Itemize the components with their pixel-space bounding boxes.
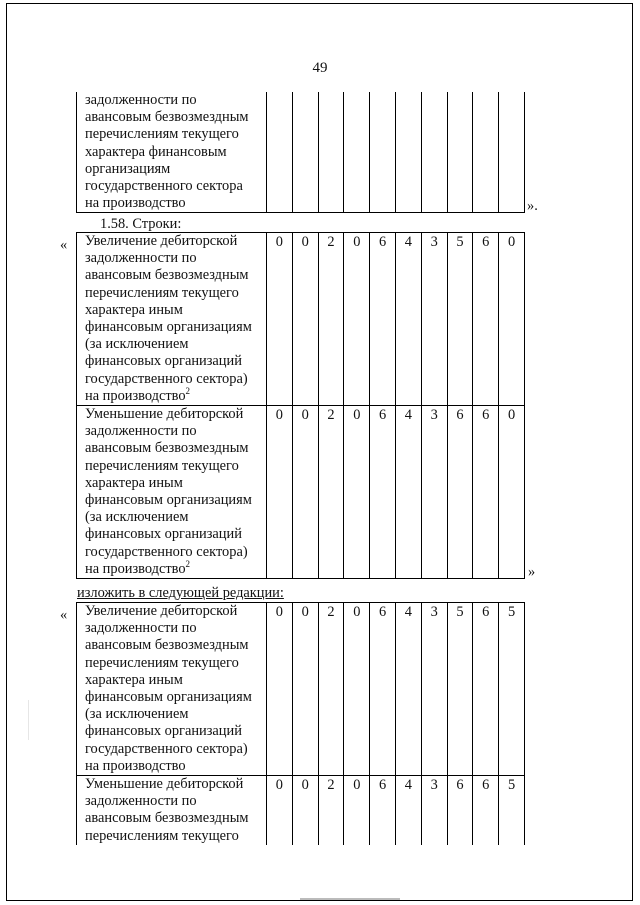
section-label: 1.58. Строки: [100, 216, 182, 232]
row-label-text: Уменьшение дебиторской [85, 776, 244, 793]
row-label-text: государственного сектора [85, 178, 243, 195]
row-label-text: финансовым организациям [85, 492, 252, 509]
code-digit-cell: 6 [473, 776, 499, 845]
row-label-text: на производство [85, 757, 186, 774]
row-label-line [85, 195, 264, 212]
code-digit-cell [370, 92, 396, 213]
footnote-mark: 2 [185, 385, 191, 396]
code-digit-cell: 2 [318, 406, 344, 579]
row-label-text: на производство [85, 387, 186, 404]
code-digit-cell: 4 [395, 233, 421, 406]
row-label-line [85, 458, 264, 475]
row-label-line [85, 319, 264, 336]
table-old-rows [76, 232, 525, 579]
table-row [77, 233, 525, 406]
row-label-line [85, 655, 264, 672]
code-digit-cell: 6 [473, 406, 499, 579]
row-label-line [85, 526, 264, 543]
table-row [77, 603, 525, 776]
opening-quote: « [60, 607, 68, 623]
code-digit-cell: 6 [473, 603, 499, 776]
row-label-line [85, 267, 264, 284]
row-label-line [85, 178, 264, 195]
row-label-line [85, 509, 264, 526]
row-label-text: перечислениям текущего [85, 126, 239, 143]
code-digit-cell: 0 [292, 603, 318, 776]
closing-quote: ». [527, 198, 538, 214]
row-label-line [85, 741, 264, 758]
code-digit-cell [292, 92, 318, 213]
row-label-text: перечислениям текущего [85, 654, 239, 671]
code-digit-cell: 3 [421, 406, 447, 579]
code-digit-cell: 6 [447, 776, 473, 845]
row-label-line [85, 161, 264, 178]
row-label-text: задолженности по [85, 250, 197, 267]
page-number: 49 [312, 60, 328, 76]
code-digit-cell: 2 [318, 603, 344, 776]
row-label-line [85, 793, 264, 810]
code-digit-cell: 4 [395, 603, 421, 776]
row-label-line [85, 385, 264, 405]
row-label-text: задолженности по [85, 620, 197, 637]
row-label-text: характера иным [85, 474, 183, 491]
row-label-line [85, 620, 264, 637]
code-digit-cell: 3 [421, 603, 447, 776]
row-label-text: (за исключением [85, 509, 189, 526]
code-digit-cell: 0 [267, 776, 293, 845]
code-digit-cell: 6 [370, 603, 396, 776]
code-digit-cell [344, 92, 370, 213]
code-digit-cell: 5 [447, 233, 473, 406]
table-body [77, 92, 525, 213]
row-label-text: авансовым безвозмездным [85, 440, 249, 457]
row-label-line [85, 758, 264, 775]
code-digit-cell: 0 [344, 406, 370, 579]
row-label-text: на производство [85, 195, 186, 212]
row-label-text: финансовых организаций [85, 723, 242, 740]
row-label [77, 406, 267, 579]
row-label-line [85, 810, 264, 827]
table-continuation [76, 92, 525, 213]
code-digit-cell: 0 [292, 233, 318, 406]
row-label [77, 92, 267, 213]
row-label-line [85, 558, 264, 578]
row-label-line [85, 92, 264, 109]
row-label-text: характера иным [85, 301, 183, 318]
row-label-text: авансовым безвозмездным [85, 810, 249, 827]
table-body [77, 233, 525, 579]
row-label-text: задолженности по [85, 92, 197, 108]
scan-artifact [28, 700, 29, 740]
row-label [77, 603, 267, 776]
row-label-line [85, 828, 264, 845]
code-digit-cell: 3 [421, 776, 447, 845]
code-digit-cell: 0 [499, 233, 525, 406]
code-digit-cell: 0 [292, 406, 318, 579]
code-digit-cell: 0 [267, 233, 293, 406]
row-label-line [85, 285, 264, 302]
code-digit-cell [499, 92, 525, 213]
code-digit-cell: 2 [318, 233, 344, 406]
row-label-text: государственного сектора) [85, 543, 248, 560]
footnote-mark: 2 [185, 558, 191, 569]
row-label [77, 233, 267, 406]
row-label-line [85, 723, 264, 740]
scan-artifact [300, 898, 400, 900]
row-label-line [85, 672, 264, 689]
code-digit-cell: 5 [499, 603, 525, 776]
row-label-text: задолженности по [85, 793, 197, 810]
row-label-text: финансовых организаций [85, 526, 242, 543]
row-label-text: авансовым безвозмездным [85, 637, 249, 654]
row-label-line [85, 126, 264, 143]
code-digit-cell [395, 92, 421, 213]
row-label-text: задолженности по [85, 423, 197, 440]
row-label-line [85, 250, 264, 267]
row-label-text: финансовым организациям [85, 689, 252, 706]
code-digit-cell: 6 [473, 233, 499, 406]
redaction-label: изложить в следующей редакции: [77, 585, 284, 601]
closing-quote: » [528, 564, 536, 580]
row-label-text: на производство [85, 560, 186, 577]
code-digit-cell: 3 [421, 233, 447, 406]
code-digit-cell: 0 [292, 776, 318, 845]
code-digit-cell: 0 [344, 603, 370, 776]
code-digit-cell: 2 [318, 776, 344, 845]
row-label-line [85, 776, 264, 793]
row-label-text: Уменьшение дебиторской [85, 406, 244, 423]
row-label-text: государственного сектора) [85, 740, 248, 757]
row-label-line [85, 637, 264, 654]
row-label-line [85, 144, 264, 161]
row-label-line [85, 109, 264, 126]
code-digit-cell: 6 [370, 233, 396, 406]
row-label-text: финансовым организациям [85, 319, 252, 336]
table-new-rows [76, 602, 525, 845]
row-label-text: перечислениям текущего [85, 457, 239, 474]
code-digit-cell: 5 [447, 603, 473, 776]
row-label-text: государственного сектора) [85, 370, 248, 387]
code-digit-cell: 0 [344, 776, 370, 845]
opening-quote: « [60, 237, 68, 253]
row-label-text: (за исключением [85, 336, 189, 353]
row-label-line [85, 406, 264, 423]
row-label-text: (за исключением [85, 706, 189, 723]
code-digit-cell [447, 92, 473, 213]
row-label-line [85, 689, 264, 706]
row-label-line [85, 492, 264, 509]
table-row [77, 776, 525, 845]
row-label-line [85, 233, 264, 250]
table-row [77, 92, 525, 213]
row-label-text: организациям [85, 160, 171, 177]
code-digit-cell [421, 92, 447, 213]
row-label-line [85, 544, 264, 561]
row-label-text: Увеличение дебиторской [85, 603, 238, 619]
code-digit-cell: 0 [267, 406, 293, 579]
table-body [77, 603, 525, 845]
row-label-text: Увеличение дебиторской [85, 233, 238, 249]
code-digit-cell: 5 [499, 776, 525, 845]
row-label-line [85, 706, 264, 723]
table-row [77, 406, 525, 579]
row-label-line [85, 336, 264, 353]
row-label-text: авансовым безвозмездным [85, 267, 249, 284]
code-digit-cell [267, 92, 293, 213]
row-label-text: характера финансовым [85, 143, 227, 160]
code-digit-cell: 6 [370, 776, 396, 845]
code-digit-cell: 6 [447, 406, 473, 579]
code-digit-cell [318, 92, 344, 213]
row-label [77, 776, 267, 845]
row-label-line [85, 603, 264, 620]
row-label-line [85, 475, 264, 492]
row-label-text: авансовым безвозмездным [85, 109, 249, 126]
row-label-text: перечислениям текущего [85, 827, 239, 844]
code-digit-cell: 0 [267, 603, 293, 776]
row-label-line [85, 353, 264, 370]
code-digit-cell: 4 [395, 406, 421, 579]
row-label-text: перечислениям текущего [85, 284, 239, 301]
row-label-line [85, 423, 264, 440]
code-digit-cell: 0 [499, 406, 525, 579]
row-label-line [85, 302, 264, 319]
row-label-text: характера иным [85, 671, 183, 688]
row-label-text: финансовых организаций [85, 353, 242, 370]
code-digit-cell: 0 [344, 233, 370, 406]
code-digit-cell [473, 92, 499, 213]
code-digit-cell: 6 [370, 406, 396, 579]
row-label-line [85, 440, 264, 457]
code-digit-cell: 4 [395, 776, 421, 845]
row-label-line [85, 371, 264, 388]
